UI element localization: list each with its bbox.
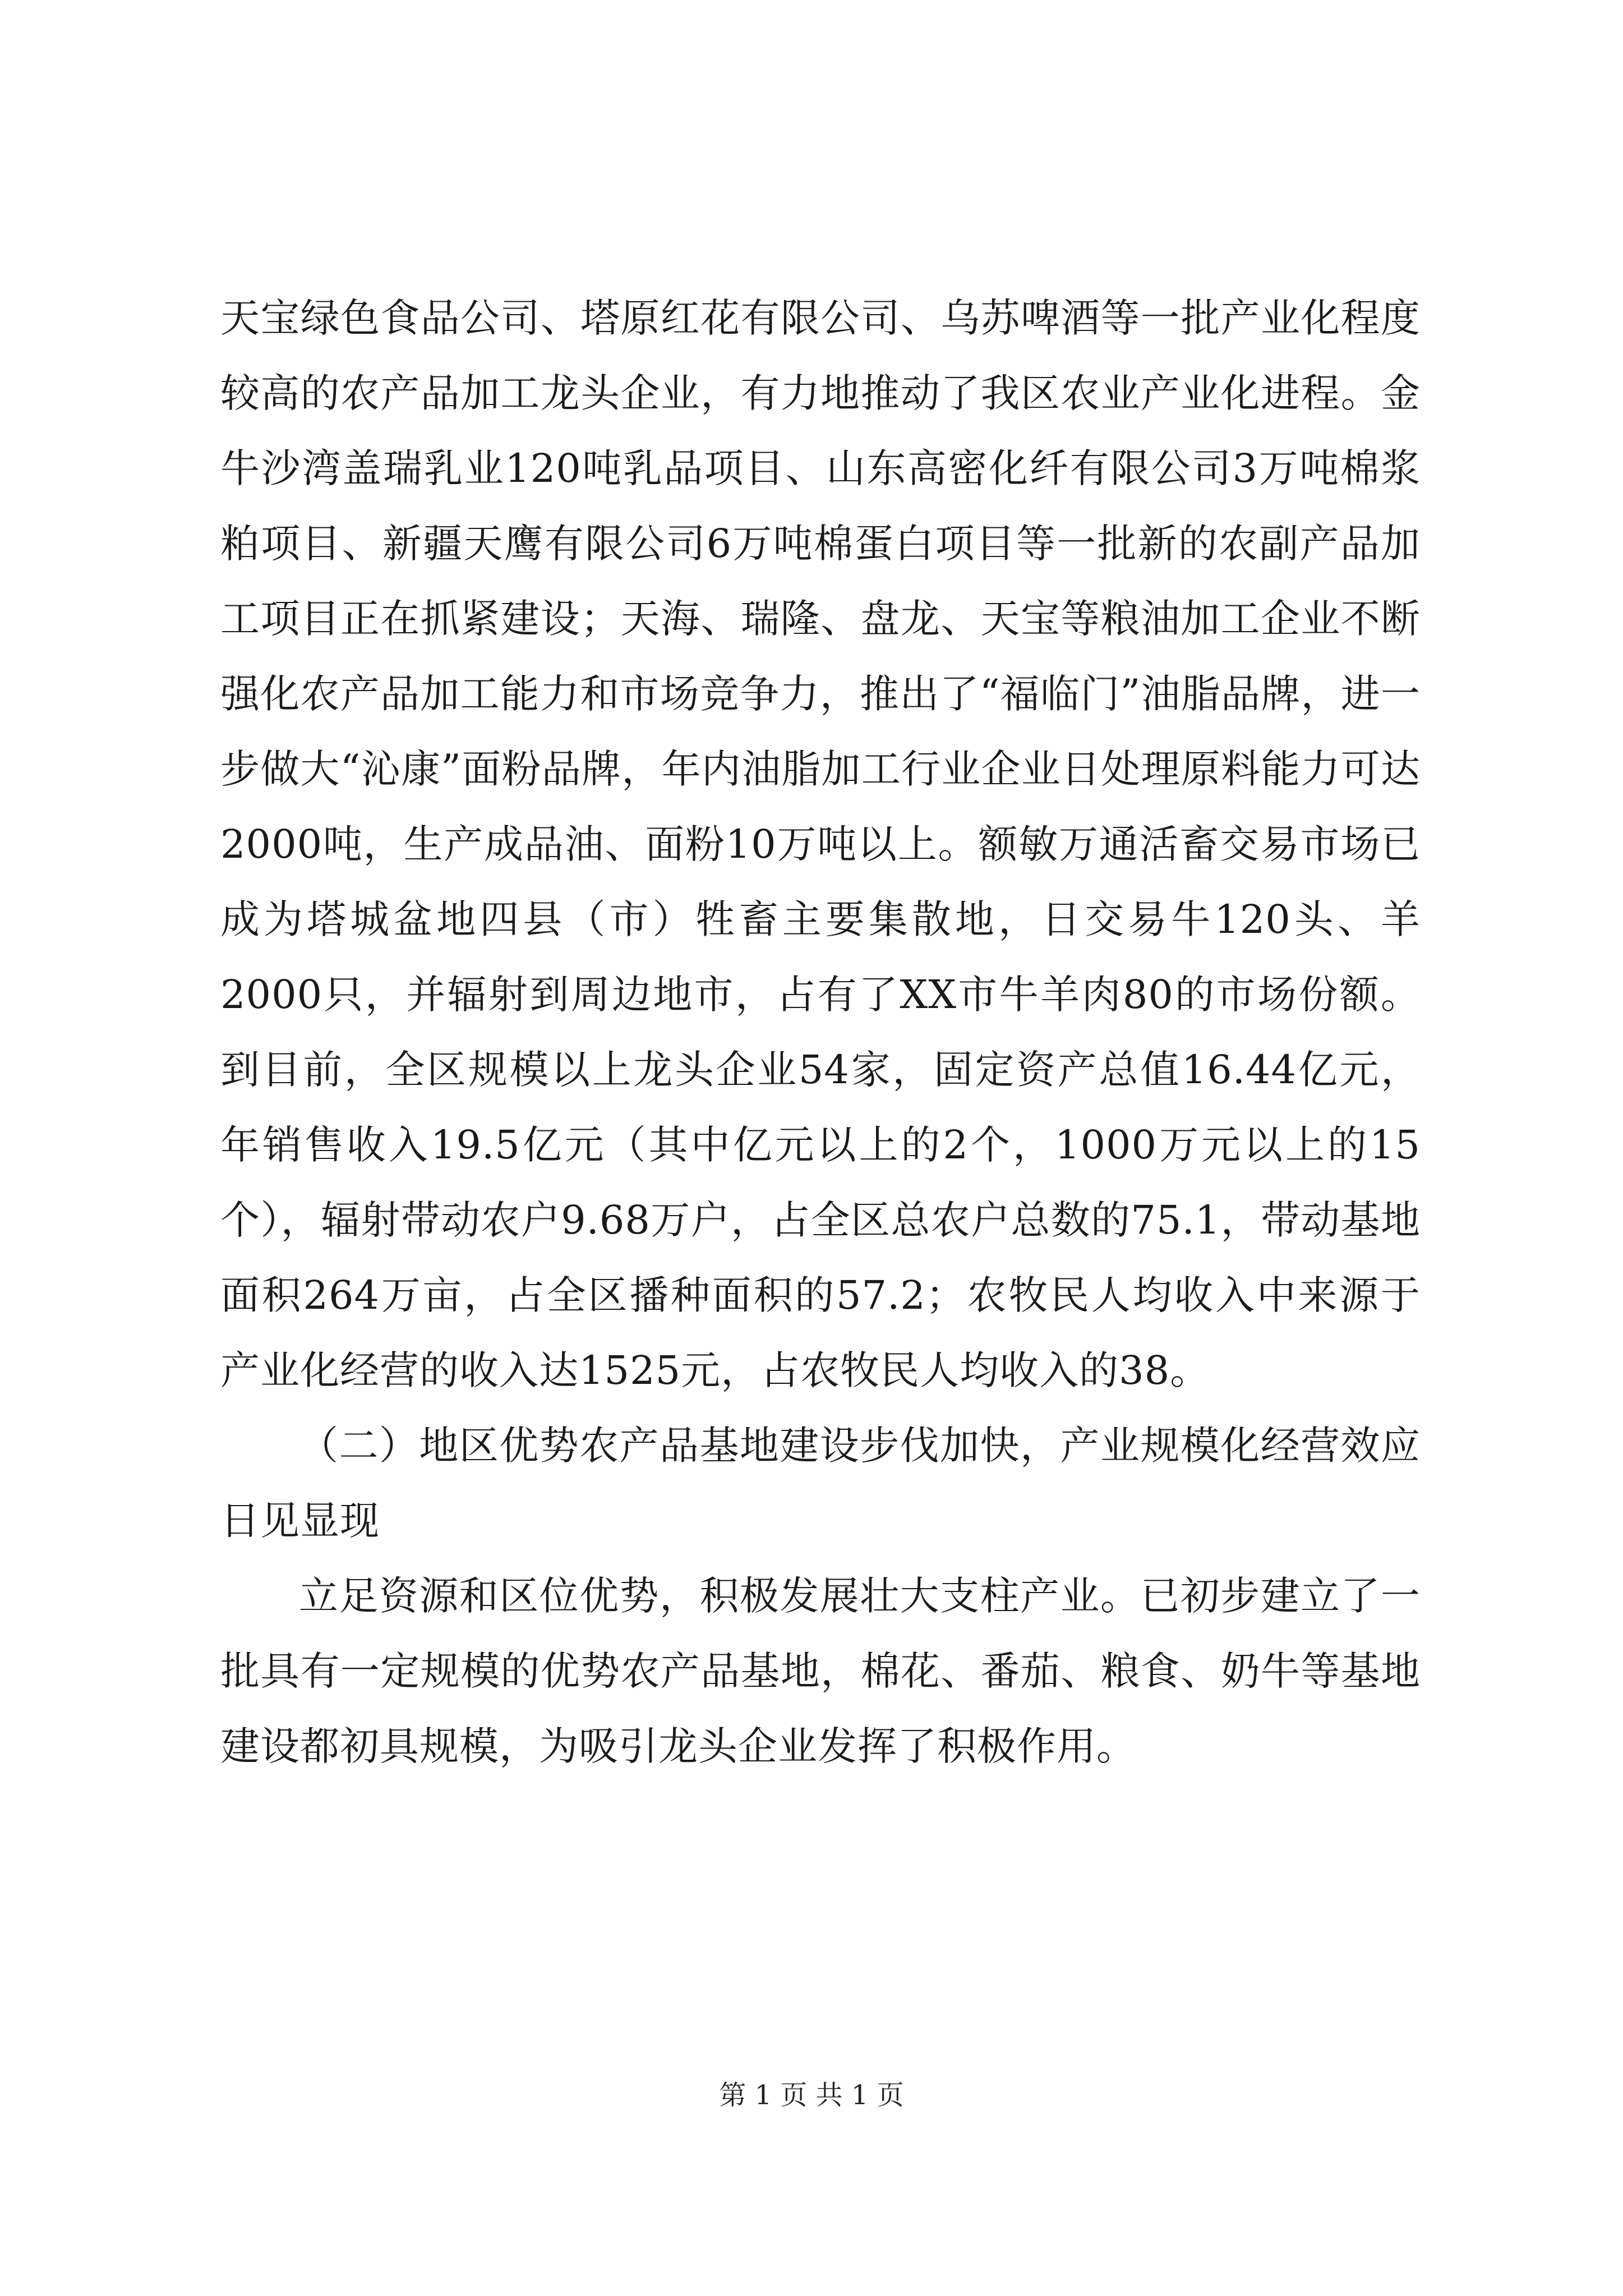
section-heading: （二）地区优势农产品基地建设步伐加快，产业规模化经营效应日见显现 [220,1423,1421,1544]
paragraph-continuation: 天宝绿色食品公司、塔原红花有限公司、乌苏啤酒等一批产业化程度较高的农产品加工龙头企业，有力地推动了我区农业产业化进程。金牛沙湾盖瑞乳业120吨乳品项目、山东高密化纤有限公司3万吨棉浆粕项目、新疆天鹰有限公司6万吨棉蛋白项目等一批新的农副产品加工项目正在抓紧建设；天海、瑞隆、盘龙、天宝等粮油加工企业不断强化农产品加工能力和市场竞争力，推出了“福临门”油脂品牌，进一步做大“沁康”面粉品牌，年内油脂加工行业企业日处理原料能力可达2000吨，生产成品油、面粉10万吨以上。额敏万通活畜交易市场已成为塔城盆地四县（市）牲畜主要集散地，日交易牛120头、羊2000只，并辐射到周边地市，占有了XX市牛羊肉80的市场份额。到目前，全区规模以上龙头企业54家，固定资产总值16.44亿元，年销售收入19.5亿元（其中亿元以上的2个，1000万元以上的15个），辐射带动农户9.68万户，占全区总农户总数的75.1，带动基地面积264万亩，占全区播种面积的57.2；农牧民人均收入中来源于产业化经营的收入达1525元，占农牧民人均收入的38。 [220,295,1421,1393]
page-number-footer: 第 1 页 共 1 页 [719,2079,904,2111]
paragraph: 立足资源和区位优势，积极发展壮大支柱产业。已初步建立了一批具有一定规模的优势农产品基地，棉花、番茄、粮食、奶牛等基地建设都初具规模，为吸引龙头企业发挥了积极作用。 [220,1573,1421,1769]
document-body [220,280,1421,1784]
